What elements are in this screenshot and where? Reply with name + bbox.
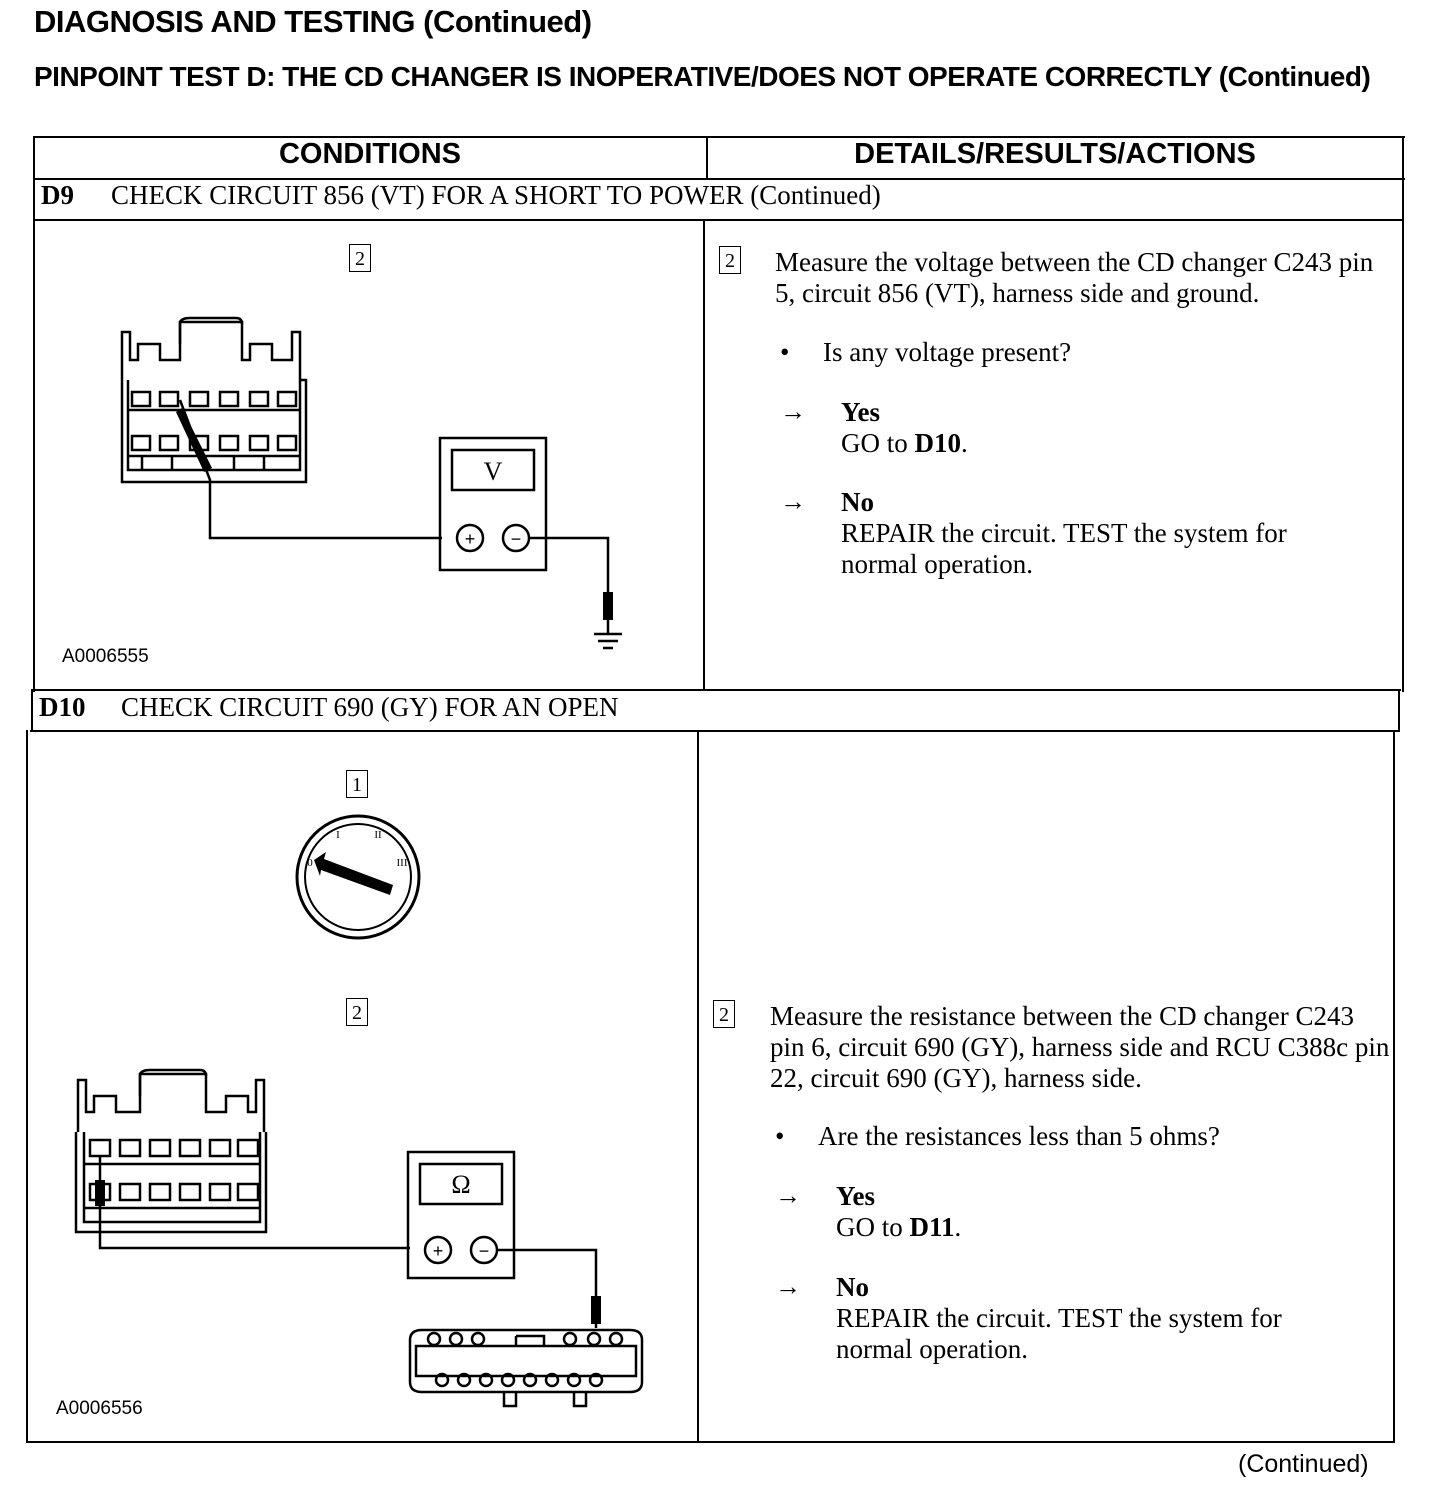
meter-symbol: V — [483, 457, 503, 486]
step-d10-title: CHECK CIRCUIT 690 (GY) FOR AN OPEN — [121, 692, 619, 722]
step-d10-heading — [39, 692, 619, 723]
cd-changer-connector-c243 — [78, 1074, 264, 1132]
no-action-text: REPAIR the circuit. TEST the system for normal operation. — [836, 1303, 1282, 1364]
voltmeter-test-diagram — [100, 300, 660, 730]
ignition-position-0: 0 — [307, 857, 313, 869]
ohmmeter-test-diagram — [60, 1060, 660, 1420]
bullet-icon: • — [775, 1121, 785, 1151]
figure-step-number: 1 — [346, 770, 368, 798]
arrow-right-icon: → — [780, 487, 806, 516]
answer-yes: Yes GO to D10. — [841, 397, 968, 458]
goto-target: D10 — [914, 428, 961, 458]
plus-terminal: + — [432, 1241, 444, 1261]
continued-footer: (Continued) — [1238, 1450, 1369, 1478]
ignition-position-1: I — [336, 829, 340, 841]
figure-step-number: 2 — [346, 998, 368, 1026]
answer-no — [836, 1272, 1356, 1365]
arrow-right-icon: → — [775, 1272, 801, 1301]
yes-label: Yes — [836, 1181, 875, 1211]
pinpoint-test-title: PINPOINT TEST D: THE CD CHANGER IS INOPERATIVE/DOES NOT OPERATE CORRECTLY (Continued) — [34, 61, 1371, 92]
answer-yes: Yes GO to D11. — [836, 1181, 962, 1242]
ignition-switch-icon — [290, 808, 430, 948]
answer-no — [841, 487, 1361, 580]
instruction-step-number: 2 — [719, 246, 741, 274]
step-d9-heading — [41, 180, 881, 211]
arrow-right-icon: → — [780, 397, 806, 426]
yes-label: Yes — [841, 397, 880, 427]
cd-changer-connector-c243 — [122, 322, 300, 380]
arrow-right-icon: → — [775, 1181, 801, 1210]
step-d10-id: D10 — [39, 692, 86, 722]
goto-target: D11 — [909, 1212, 955, 1242]
no-label: No — [836, 1272, 869, 1302]
step-d9-title: CHECK CIRCUIT 856 (VT) FOR A SHORT TO POWER (Continued) — [111, 180, 881, 210]
page-title: DIAGNOSIS AND TESTING (Continued) — [34, 4, 592, 39]
bullet-icon: • — [780, 337, 790, 367]
step-d9-id: D9 — [41, 180, 74, 210]
instruction-text: Measure the voltage between the CD changer C243 pin 5, circuit 856 (VT), harness side and ground. — [775, 247, 1374, 308]
details-column-header: DETAILS/RESULTS/ACTIONS — [854, 138, 1256, 170]
minus-terminal: − — [510, 529, 522, 549]
ignition-position-3: III — [396, 857, 408, 869]
no-action-text: REPAIR the circuit. TEST the system for normal operation. — [841, 518, 1287, 579]
plus-terminal: + — [464, 529, 476, 549]
conditions-column-header: CONDITIONS — [278, 138, 462, 170]
instruction-step-number: 2 — [713, 1000, 735, 1028]
figure-step-number: 2 — [349, 244, 371, 272]
test-lead — [100, 1156, 410, 1248]
meter-symbol: Ω — [451, 1170, 471, 1199]
figure-id: A0006555 — [62, 646, 149, 667]
question-text: Are the resistances less than 5 ohms? — [818, 1121, 1220, 1151]
no-label: No — [841, 487, 874, 517]
minus-terminal: − — [478, 1241, 490, 1261]
instruction-text: Measure the resistance between the CD changer C243 pin 6, circuit 690 (GY), harness side and RCU C388c pin 22, circuit 690 (GY), harness side. — [770, 1001, 1390, 1093]
ignition-position-2: II — [374, 829, 382, 841]
question-text: Is any voltage present? — [823, 337, 1072, 367]
figure-id: A0006556 — [56, 1398, 143, 1419]
ground-icon — [594, 620, 622, 648]
